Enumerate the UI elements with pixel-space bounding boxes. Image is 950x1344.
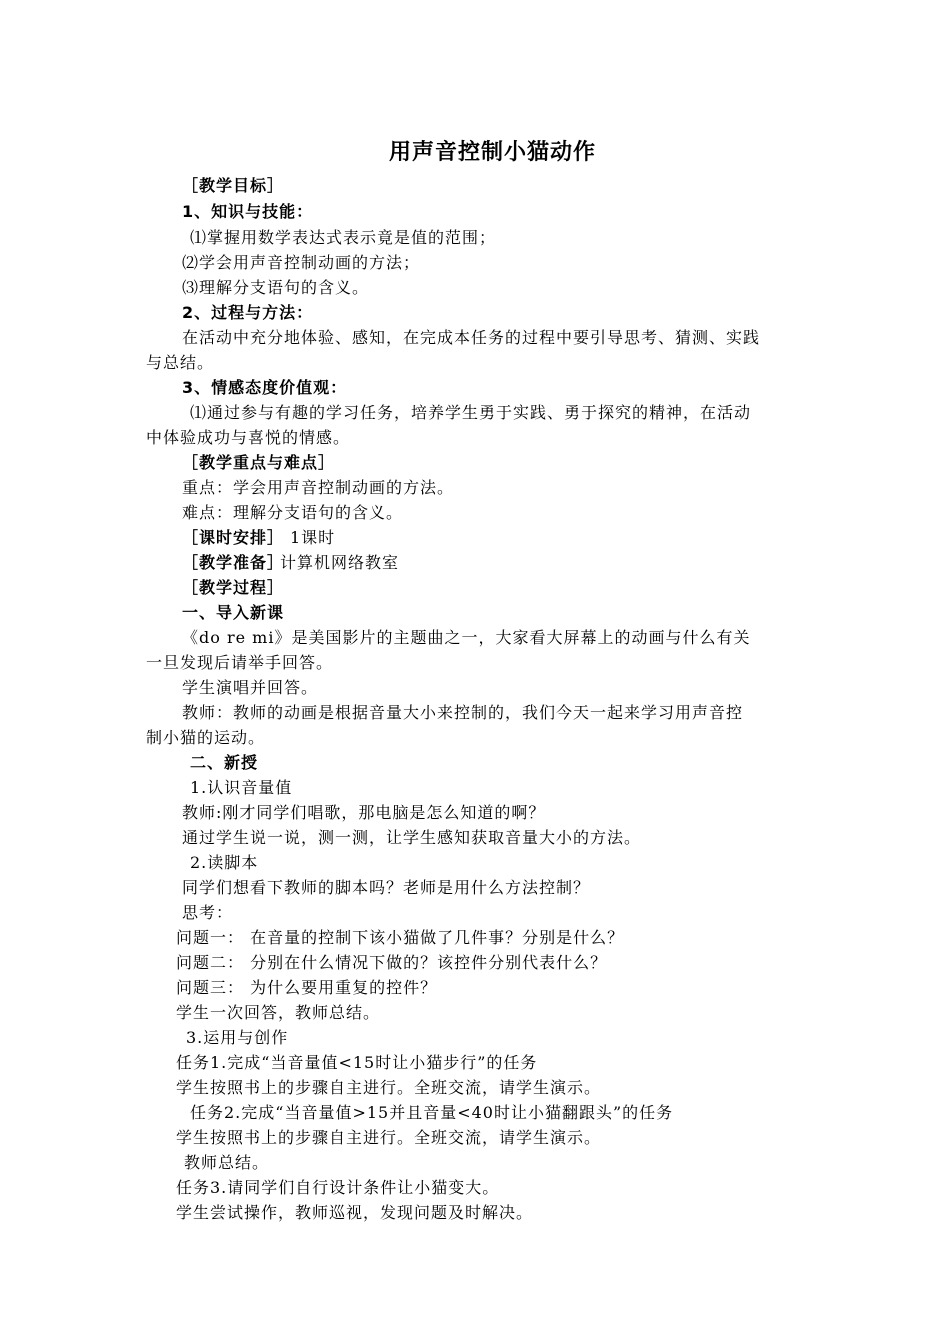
section-heading-key-points: ［教学重点与难点］ xyxy=(182,453,336,472)
text-line: 任务2.完成“当音量值>15并且音量<40时让小猫翻跟头”的任务 xyxy=(190,1103,674,1122)
text-line: 教师总结。 xyxy=(184,1153,270,1172)
text-line: 学生尝试操作，教师巡视，发现问题及时解决。 xyxy=(176,1203,534,1222)
text-line: 2.读脚本 xyxy=(190,853,259,872)
subheading-attitude-values: 3、情感态度价值观： xyxy=(182,378,348,397)
text-line: 《do re mi》是美国影片的主题曲之一，大家看大屏幕上的动画与什么有关 xyxy=(182,628,751,647)
preparation-value: 计算机网络教室 xyxy=(280,553,400,572)
text-line: 思考： xyxy=(182,903,234,922)
text-line: 学生按照书上的步骤自主进行。全班交流，请学生演示。 xyxy=(176,1128,602,1147)
text-line: 1.认识音量值 xyxy=(190,778,293,797)
text-line: 通过学生说一说，测一测，让学生感知获取音量大小的方法。 xyxy=(182,828,642,847)
text-line: 在活动中充分地体验、感知，在完成本任务的过程中要引导思考、猜测、实践 xyxy=(182,328,761,347)
section-heading-schedule: ［课时安排］ xyxy=(182,528,285,547)
text-line: 问题三： 为什么要用重复的控件？ xyxy=(176,978,438,997)
text-line: 任务1.完成“当音量值<15时让小猫步行”的任务 xyxy=(176,1053,538,1072)
text-line: 学生按照书上的步骤自主进行。全班交流，请学生演示。 xyxy=(176,1078,602,1097)
text-line: 难点：理解分支语句的含义。 xyxy=(182,503,404,522)
text-line: 同学们想看下教师的脚本吗？老师是用什么方法控制？ xyxy=(182,878,591,897)
section-heading-preparation: ［教学准备］ xyxy=(182,553,285,572)
text-line: 教师：教师的动画是根据音量大小来控制的，我们今天一起来学习用声音控 xyxy=(182,703,744,722)
text-line: 学生演唱并回答。 xyxy=(182,678,319,697)
subheading-knowledge-skills: 1、知识与技能： xyxy=(182,202,314,221)
text-line: ⑴通过参与有趣的学习任务，培养学生勇于实践、勇于探究的精神，在活动 xyxy=(190,403,752,422)
text-line: 重点：学会用声音控制动画的方法。 xyxy=(182,478,455,497)
text-line: 制小猫的运动。 xyxy=(146,728,266,747)
text-line: 中体验成功与喜悦的情感。 xyxy=(146,428,351,447)
subheading-process-method: 2、过程与方法： xyxy=(182,303,314,322)
text-line: 问题二： 分别在什么情况下做的？该控件分别代表什么？ xyxy=(176,953,608,972)
text-line: ⑶理解分支语句的含义。 xyxy=(182,278,370,297)
text-line: ⑵学会用声音控制动画的方法； xyxy=(182,253,421,272)
text-line: 3.运用与创作 xyxy=(186,1028,289,1047)
text-line: 与总结。 xyxy=(146,353,215,372)
text-line: 任务3.请同学们自行设计条件让小猫变大。 xyxy=(176,1178,500,1197)
subheading-introduction: 一、导入新课 xyxy=(182,603,285,622)
section-heading-process: ［教学过程］ xyxy=(182,578,285,597)
text-line: 一旦发现后请举手回答。 xyxy=(146,653,334,672)
section-heading-objectives: ［教学目标］ xyxy=(182,176,285,195)
text-line: 教师:刚才同学们唱歌，那电脑是怎么知道的啊？ xyxy=(182,803,546,822)
schedule-value: 1课时 xyxy=(290,528,336,547)
text-line: 问题一： 在音量的控制下该小猫做了几件事？分别是什么？ xyxy=(176,928,625,947)
document-title: 用声音控制小猫动作 xyxy=(388,140,596,165)
subheading-new-lesson: 二、新授 xyxy=(190,753,259,772)
text-line: 学生一次回答，教师总结。 xyxy=(176,1003,381,1022)
text-line: ⑴掌握用数学表达式表示竟是值的范围； xyxy=(190,228,497,247)
